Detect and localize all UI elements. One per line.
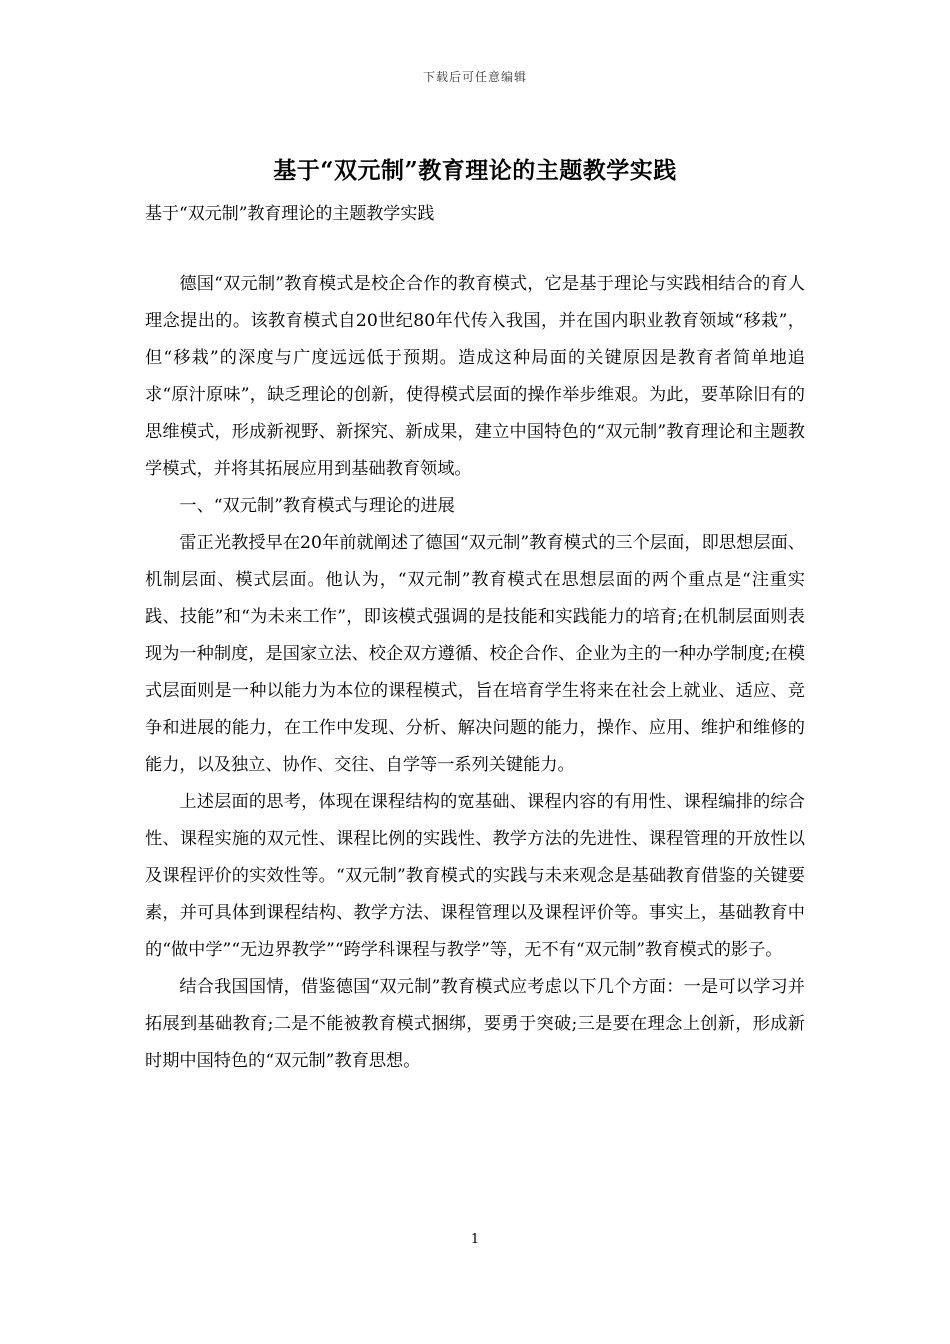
paragraph-curriculum: 上述层面的思考，体现在课程结构的宽基础、课程内容的有用性、课程编排的综合性、课程实施的双元性、课程比例的实践性、教学方法的先进性、课程管理的开放性以及课程评价的实效性等。“双元制”教育模式的实践与未来观念是基础教育借鉴的关键要素，并可具体到课程结构、教学方法、课程管理以及课程评价等。事实上，基础教育中的“做中学”“无边界教学”“跨学科课程与教学”等，无不有“双元制”教育模式的影子。: [145, 792, 805, 960]
section-heading-1: 一、“双元制”教育模式与理论的进展: [179, 496, 455, 516]
document-title: 基于“双元制”教育理论的主题教学实践: [273, 157, 677, 184]
document-body: [145, 266, 805, 1080]
paragraph-lei: 雷正光教授早在20年前就阐述了德国“双元制”教育模式的三个层面，即思想层面、机制层面、模式层面。他认为，“双元制”教育模式在思想层面的两个重点是“注重实践、技能”和“为未来工作”，即该模式强调的是技能和实践能力的培育;在机制层面则表现为一种制度，是国家立法、校企双方遵循、校企合作、企业为主的一种办学制度;在模式层面则是一种以能力为本位的课程模式，旨在培育学生将来在社会上就业、适应、竞争和进展的能力，在工作中发现、分析、解决问题的能力，操作、应用、维护和维修的能力，以及独立、协作、交往、自学等一系列关键能力。: [145, 533, 805, 775]
document-subtitle: 基于“双元制”教育理论的主题教学实践: [145, 204, 435, 224]
paragraph-intro: 德国“双元制”教育模式是校企合作的教育模式，它是基于理论与实践相结合的育人理念提出的。该教育模式自20世纪80年代传入我国，并在国内职业教育领域“移栽”，但“移栽”的深度与广度远远低于预期。造成这种局面的关键原因是教育者简单地追求“原汁原味”，缺乏理论的创新，使得模式层面的操作举步维艰。为此，要革除旧有的思维模式，形成新视野、新探究、新成果，建立中国特色的“双元制”教育理论和主题教学模式，并将其拓展应用到基础教育领域。: [145, 274, 805, 479]
page-number: 1: [470, 1232, 480, 1247]
header-note: 下载后可任意编辑: [422, 70, 527, 84]
paragraph-conclusion: 结合我国国情，借鉴德国“双元制”教育模式应考虑以下几个方面：一是可以学习并拓展到基础教育;二是不能被教育模式捆绑，要勇于突破;三是要在理念上创新，形成新时期中国特色的“双元制”教育思想。: [145, 977, 805, 1071]
